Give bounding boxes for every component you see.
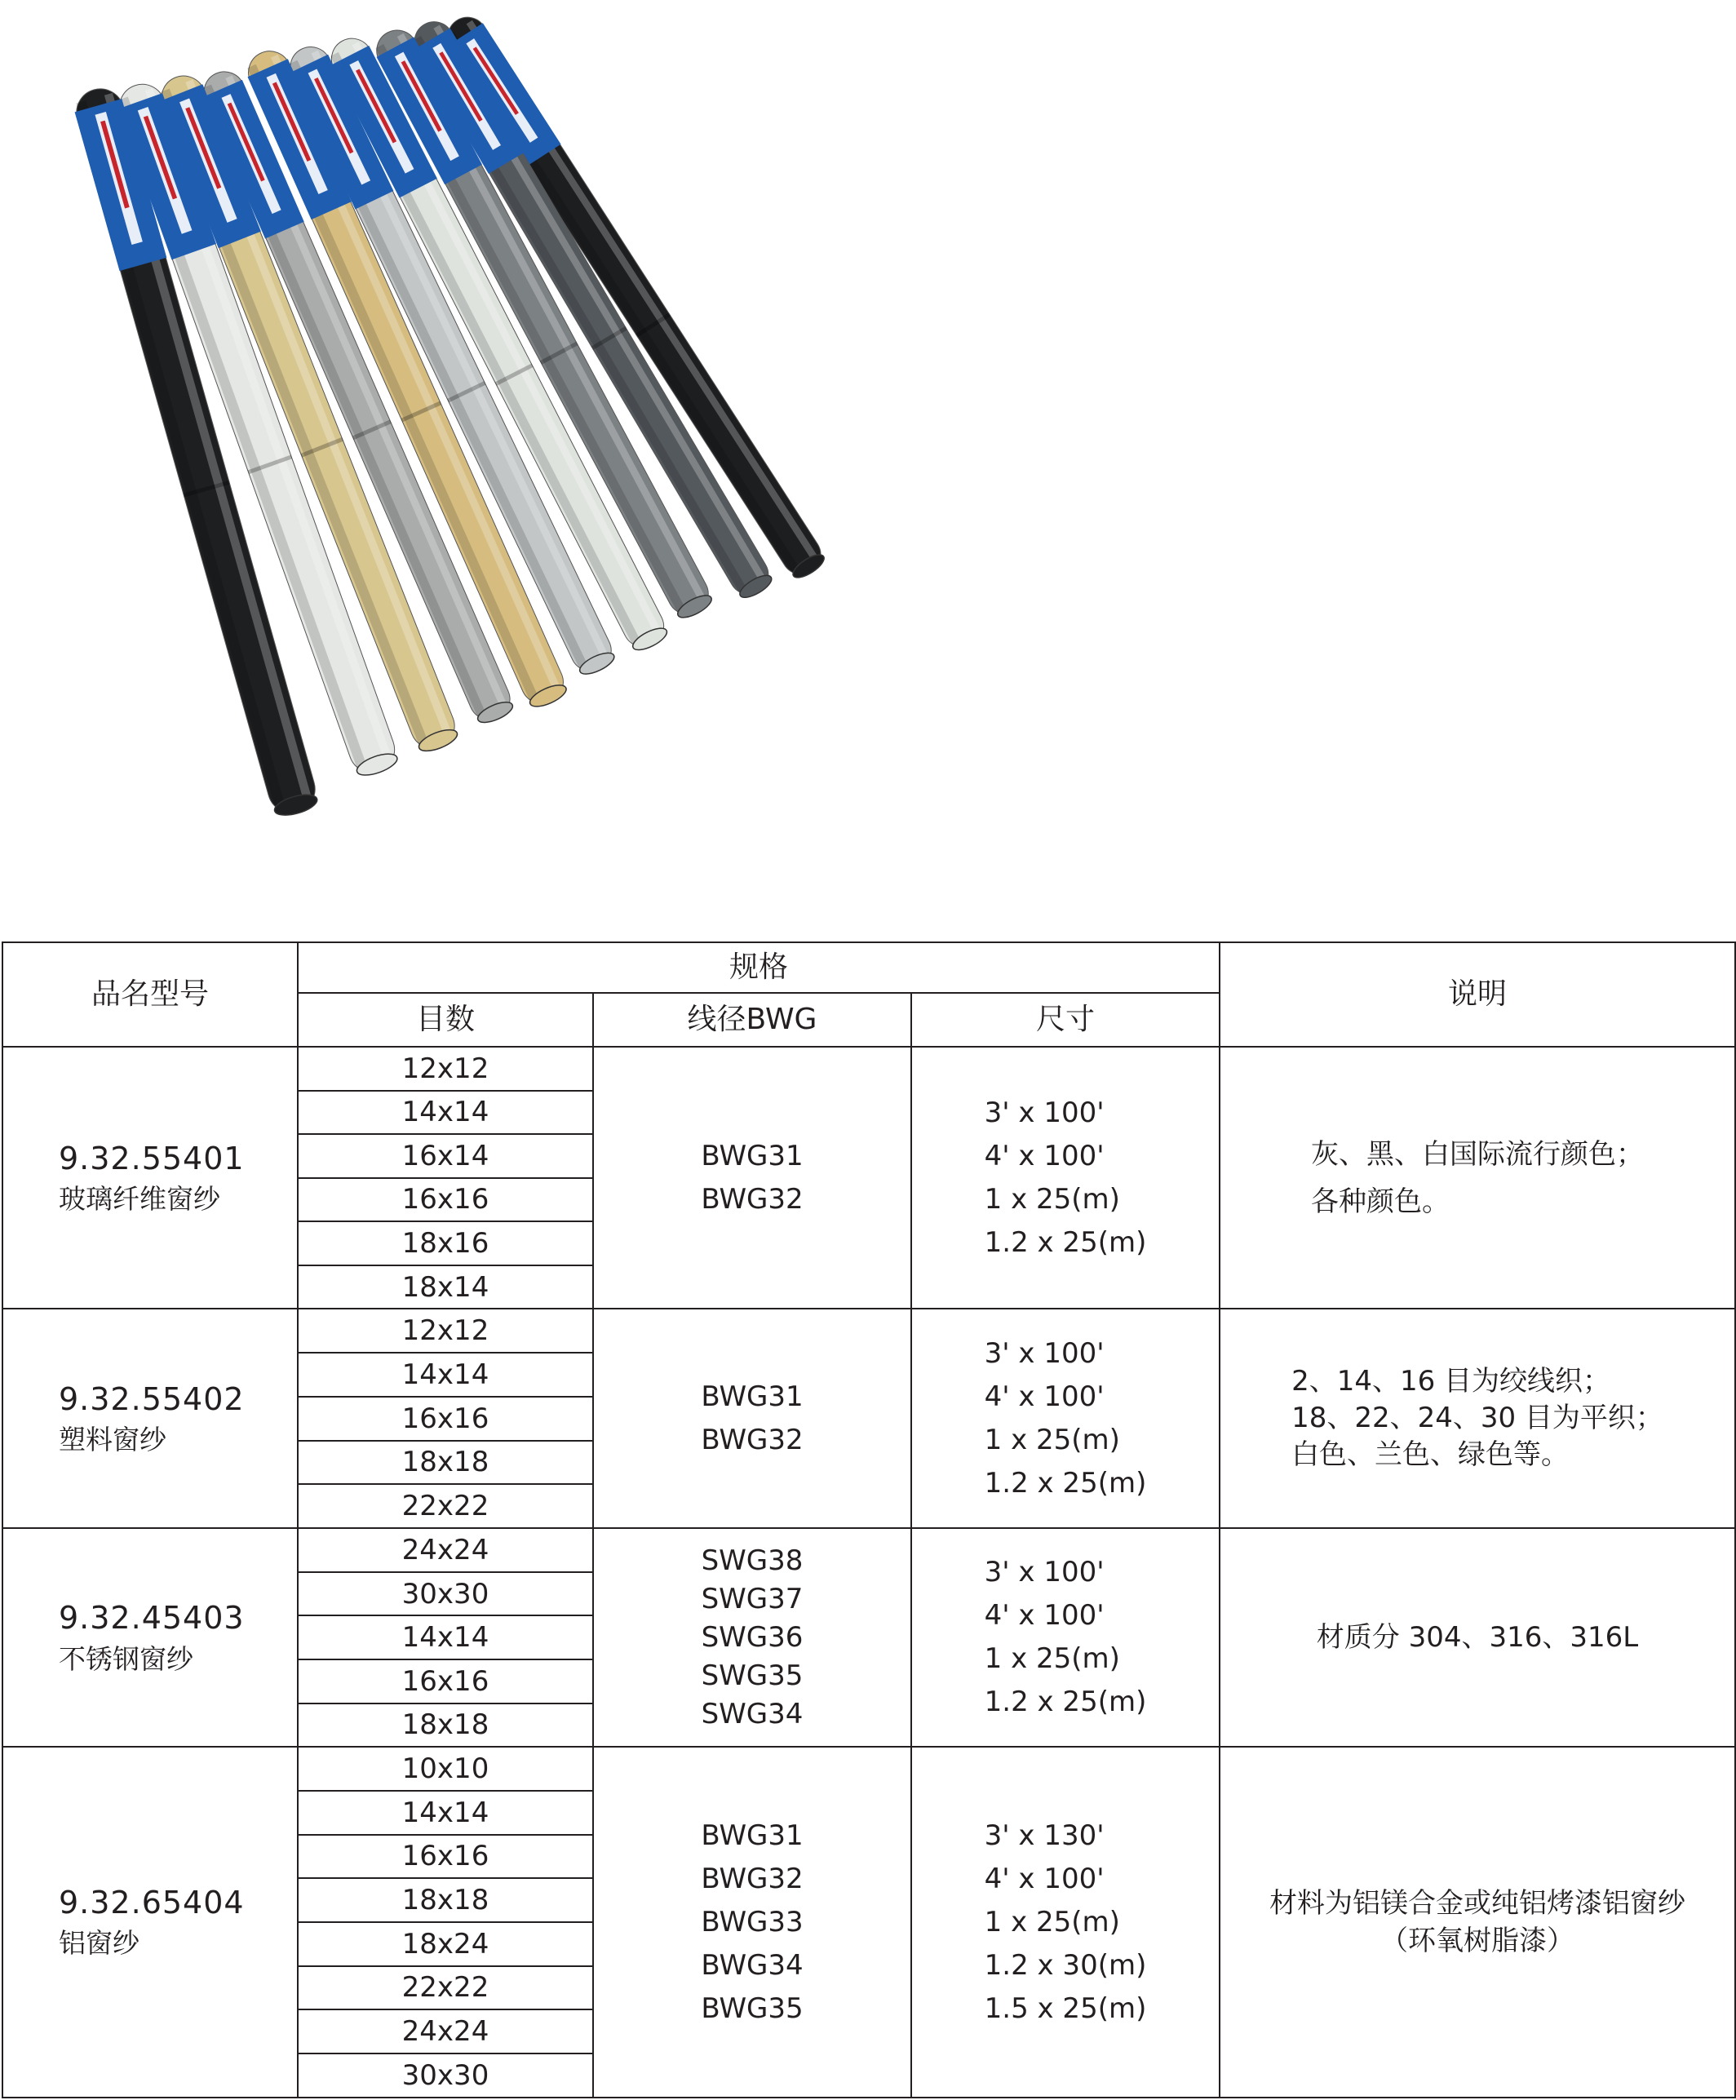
description-line: 白色、兰色、绿色等。 [1291, 1438, 1570, 1472]
product-name: 玻璃纤维窗纱 [59, 1182, 220, 1215]
product-code: 9.32.65404 [59, 1885, 245, 1921]
table-row [2, 1747, 1735, 1791]
header-wire: 线径BWG [593, 993, 911, 1047]
wire-gauge-value: BWG32 [701, 1862, 804, 1895]
size-value: 3' x 100' [984, 1556, 1105, 1589]
mesh-cell: 24x24 [298, 2009, 593, 2053]
size-cell [911, 1309, 1220, 1528]
header-size: 尺寸 [911, 993, 1220, 1047]
mesh-cell: 12x12 [298, 1309, 593, 1353]
product-name: 塑料窗纱 [59, 1424, 166, 1455]
size-value: 1.5 x 25(m) [984, 1991, 1147, 2025]
product-name-cell [2, 1309, 298, 1528]
wire-gauge-value: BWG33 [701, 1905, 804, 1938]
size-value: 1 x 25(m) [984, 1182, 1120, 1216]
wire-gauge-cell [593, 1309, 911, 1528]
mesh-cell: 16x16 [298, 1659, 593, 1703]
mesh-cell: 18x18 [298, 1703, 593, 1748]
wire-gauge-value: BWG32 [701, 1423, 804, 1456]
header-description: 说明 [1220, 942, 1735, 1047]
size-value: 3' x 130' [984, 1819, 1105, 1852]
header-name-model: 品名型号 [2, 942, 298, 1047]
size-cell [911, 1047, 1220, 1309]
size-value: 4' x 100' [984, 1139, 1105, 1172]
wire-gauge-value: SWG38 [701, 1544, 804, 1577]
size-value: 1.2 x 25(m) [984, 1686, 1147, 1719]
product-code: 9.32.45403 [59, 1600, 245, 1637]
wire-gauge-cell [593, 1528, 911, 1747]
description-line: 灰、黑、白国际流行颜色； [1311, 1137, 1644, 1171]
size-value: 1 x 25(m) [984, 1423, 1120, 1456]
wire-gauge-value: BWG35 [701, 1991, 804, 2025]
size-value: 1.2 x 25(m) [984, 1225, 1147, 1259]
mesh-cell: 18x18 [298, 1441, 593, 1485]
description-line: （环氧树脂漆） [1380, 1925, 1574, 1958]
screen-rolls-group [70, 9, 830, 819]
wire-gauge-cell [593, 1747, 911, 2098]
size-value: 4' x 100' [984, 1599, 1105, 1633]
description-line: 2、14、16 目为绞线织； [1291, 1365, 1611, 1398]
mesh-cell: 18x16 [298, 1221, 593, 1265]
size-value: 3' x 100' [984, 1096, 1105, 1129]
mesh-cell: 16x16 [298, 1397, 593, 1441]
mesh-cell: 18x14 [298, 1265, 593, 1309]
wire-gauge-value: SWG36 [701, 1620, 804, 1654]
size-value: 3' x 100' [984, 1336, 1105, 1370]
wire-gauge-value: BWG34 [701, 1948, 804, 1982]
table-row [2, 1309, 1735, 1353]
mesh-cell: 14x14 [298, 1091, 593, 1135]
mesh-cell: 30x30 [298, 1572, 593, 1616]
wire-gauge-value: BWG31 [701, 1819, 804, 1852]
size-value: 4' x 100' [984, 1862, 1105, 1895]
product-photo [0, 0, 897, 865]
product-code: 9.32.55402 [59, 1380, 245, 1417]
table-row [2, 1528, 1735, 1572]
description-cell [1220, 1309, 1735, 1528]
product-name: 铝窗纱 [59, 1927, 140, 1960]
description-cell [1220, 1528, 1735, 1747]
table-row [2, 1047, 1735, 1091]
mesh-cell: 30x30 [298, 2053, 593, 2098]
mesh-cell: 12x12 [298, 1047, 593, 1091]
description-line: 各种颜色。 [1311, 1185, 1450, 1218]
mesh-cell: 22x22 [298, 1966, 593, 2010]
product-name-cell [2, 1747, 298, 2098]
header-mesh: 目数 [298, 993, 593, 1047]
wire-gauge-value: SWG37 [701, 1582, 804, 1615]
size-value: 1 x 25(m) [984, 1642, 1120, 1676]
description-cell [1220, 1747, 1735, 2098]
mesh-cell: 16x14 [298, 1134, 593, 1178]
size-value: 1.2 x 30(m) [984, 1948, 1147, 1982]
header-spec: 规格 [298, 942, 1220, 993]
mesh-cell: 22x22 [298, 1484, 593, 1528]
product-name-cell [2, 1528, 298, 1747]
wire-gauge-cell [593, 1047, 911, 1309]
wire-gauge-value: BWG32 [701, 1182, 804, 1216]
size-value: 4' x 100' [984, 1380, 1105, 1413]
size-value: 1 x 25(m) [984, 1905, 1120, 1938]
product-name: 不锈钢窗纱 [59, 1642, 193, 1675]
mesh-cell: 14x14 [298, 1353, 593, 1397]
size-value: 1.2 x 25(m) [984, 1466, 1147, 1500]
description-line: 材质分 304、316、316L [1316, 1621, 1639, 1655]
wire-gauge-value: SWG34 [701, 1697, 804, 1730]
wire-gauge-value: BWG31 [701, 1139, 804, 1172]
product-code: 9.32.55401 [59, 1140, 245, 1176]
mesh-cell: 24x24 [298, 1528, 593, 1572]
mesh-cell: 18x24 [298, 1922, 593, 1966]
size-cell [911, 1528, 1220, 1747]
spec-table-body [2, 1047, 1735, 2098]
mesh-cell: 14x14 [298, 1791, 593, 1835]
description-cell [1220, 1047, 1735, 1309]
description-line: 材料为铝镁合金或纯铝烤漆铝窗纱 [1269, 1887, 1685, 1921]
spec-table [2, 941, 1736, 2098]
wire-gauge-value: BWG31 [701, 1380, 804, 1413]
mesh-cell: 10x10 [298, 1747, 593, 1791]
mesh-cell: 14x14 [298, 1615, 593, 1659]
description-line: 18、22、24、30 目为平织； [1291, 1402, 1663, 1435]
wire-gauge-value: SWG35 [701, 1659, 804, 1692]
mesh-cell: 16x16 [298, 1835, 593, 1879]
size-cell [911, 1747, 1220, 2098]
mesh-cell: 18x18 [298, 1878, 593, 1922]
mesh-cell: 16x16 [298, 1178, 593, 1222]
product-name-cell [2, 1047, 298, 1309]
